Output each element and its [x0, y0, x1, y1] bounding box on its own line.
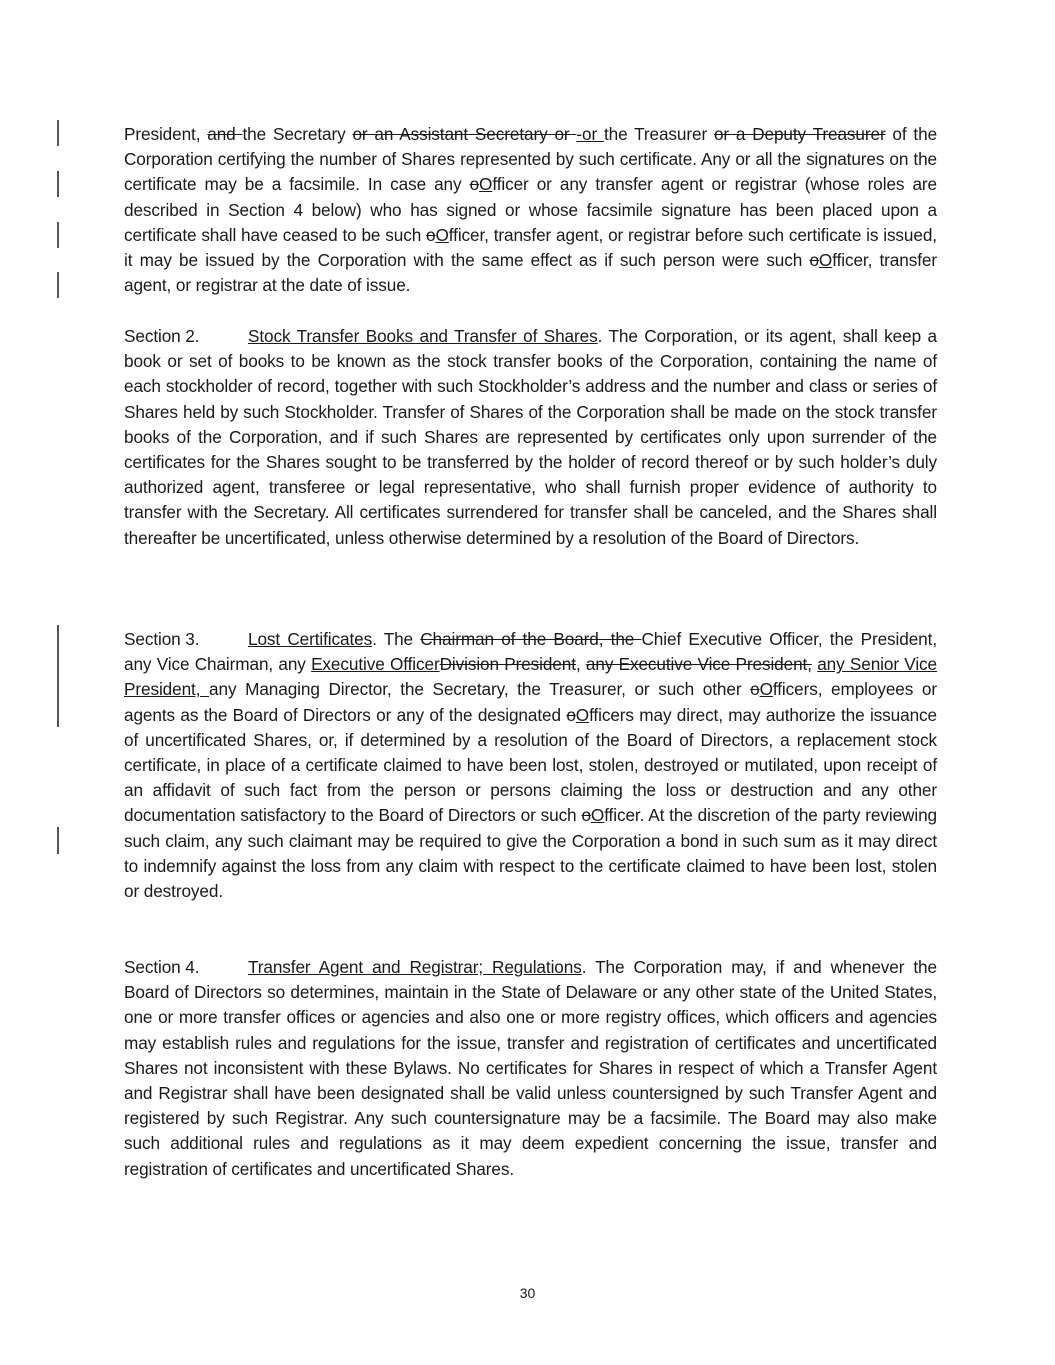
section-label: Section 2. [124, 326, 200, 346]
deleted-text: o [566, 704, 576, 725]
body-text: of the Corporation certifying the number of Shares represented by such certificate. Any or all the signatures on the certificate may be a facsimile. In case any [124, 124, 938, 195]
deleted-text: or a Deputy Treasurer [713, 124, 886, 144]
inserted-text: any Senior Vice President, [124, 654, 937, 700]
paragraph-section-4 [124, 955, 937, 1182]
deleted-text: o [469, 174, 480, 195]
paragraph-section-2 [124, 324, 937, 551]
change-bar [57, 171, 59, 197]
inserted-text: O [575, 704, 590, 725]
body-text: Chief Executive Officer, the President, any Vice Chairman, any [124, 629, 937, 675]
inserted-text: Executive Officer [311, 654, 440, 675]
change-bar [57, 120, 59, 146]
section-heading: Transfer Agent and Registrar; Regulations [248, 957, 582, 977]
change-bar [57, 272, 59, 298]
deleted-text: and [207, 124, 243, 144]
change-bar [57, 625, 59, 727]
body-text: the Treasurer [603, 124, 714, 144]
body-text: fficer or any transfer agent or registrar (whose roles are described in Section 4 below) who has signed or whose facsimile signature has been placed upon a certificate shall have ceased to be such [124, 174, 938, 245]
section-label: Section 4. [124, 957, 200, 977]
change-bar [57, 222, 59, 248]
inserted-text: O [759, 679, 773, 700]
body-text: fficer, transfer agent, or registrar at the date of issue. [124, 250, 937, 296]
deleted-text: Division President [439, 654, 576, 675]
paragraph-section-3 [124, 627, 937, 904]
body-text: fficer. At the discretion of the party reviewing such claim, any such claimant may be required to give the Corporation a bond in such sum as it may direct to indemnify against the loss from any claim with respect to the certificate claimed to have been lost, stolen or destroyed. [124, 805, 937, 902]
deleted-text: o [581, 805, 591, 826]
paragraph-section-1-continued [124, 122, 937, 298]
deleted-text: o [750, 679, 760, 700]
body-text: any Managing Director, the Secretary, the Treasurer, or such other [209, 679, 751, 700]
body-text: . The Corporation may, if and whenever the Board of Directors so determines, maintain in the State of Delaware or any other state of the United States, one or more transfer offices or agencies and also one or more registry offices, which officers and agencies may establish rules and regulations for the issue, transfer and registration of certificates and uncertificated Shares not inconsistent with these Bylaws. No certificates for Shares in respect of which a Transfer Agent and Registrar shall have been designated shall be valid unless countersigned by such Transfer Agent and registered by such Registrar. Any such countersignature may be a facsimile. The Board may also make such additional rules and regulations as it may deem expedient concerning the issue, transfer and registration of certificates and uncertificated Shares. [124, 957, 937, 1179]
section-label: Section 3. [124, 629, 200, 649]
page-number: 30 [519, 1285, 536, 1301]
section-heading: Lost Certificates [248, 629, 373, 649]
deleted-text: any Executive Vice President, [585, 654, 812, 675]
inserted-text: O [479, 174, 493, 195]
body-text: fficers, employees or agents as the Board of Directors or any of the designated [124, 679, 938, 725]
deleted-text: o [809, 250, 819, 271]
body-text: . The [372, 629, 421, 649]
body-text: , [575, 654, 586, 675]
deleted-text: o [426, 224, 436, 245]
inserted-text: -or [576, 124, 604, 144]
body-text: fficer, transfer agent, or registrar before such certificate is issued, it may be issued by the Corporation with the same effect as if such person were such [124, 224, 937, 271]
deleted-text: or an Assistant Secretary or [352, 124, 577, 144]
inserted-text: O [435, 224, 449, 245]
body-text: fficers may direct, may authorize the issuance of uncertificated Shares, or, if determined by a resolution of the Board of Directors, a replacement stock certificate, in place of a certificate claimed to have been lost, stolen, destroyed or mutilated, upon receipt of an affidavit of such fact from the person or persons claiming the loss or destruction and any other documentation satisfactory to the Board of Directors or such [124, 704, 937, 826]
body-text: President, [124, 124, 208, 144]
inserted-text: O [590, 805, 605, 826]
deleted-text: Chairman of the Board, the [420, 629, 642, 649]
change-bar [57, 827, 59, 854]
body-text: the Secretary [242, 124, 353, 144]
body-text: . The Corporation, or its agent, shall keep a book or set of books to be known as the stock transfer books of the Corporation, containing the name of each stockholder of record, together with such Stockholder’s address and the number and class or series of Shares held by such Stockholder. Transfer of Shares of the Corporation shall be made on the stock transfer books of the Corporation, and if such Shares are represented by certificates only upon surrender of the certificates for the Shares sought to be transferred by the holder of record thereof or by such holder’s duly authorized agent, transferee or legal representative, who shall furnish proper evidence of authority to transfer with the Secretary. All certificates surrendered for transfer shall be canceled, and the Shares shall thereafter be uncertificated, unless otherwise determined by a resolution of the Board of Directors. [124, 326, 937, 548]
inserted-text: O [818, 250, 833, 271]
section-heading: Stock Transfer Books and Transfer of Shares [248, 326, 598, 346]
